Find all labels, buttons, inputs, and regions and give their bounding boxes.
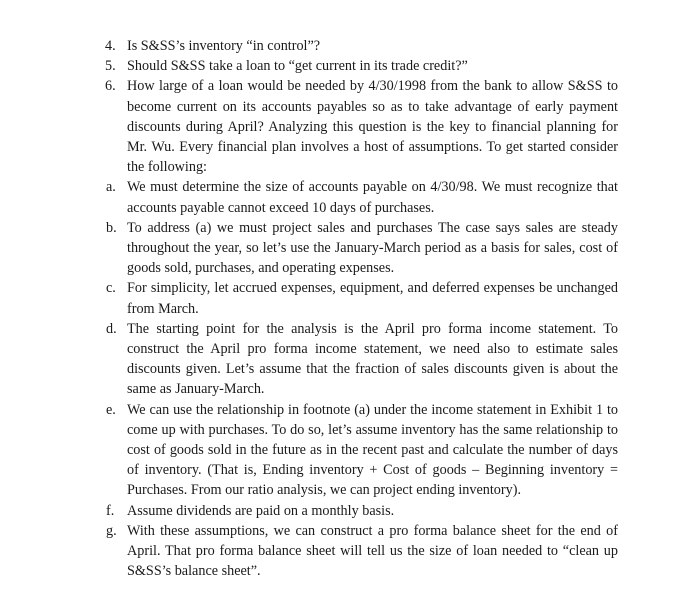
item-number: 4.: [105, 38, 116, 54]
item-letter: d.: [106, 320, 117, 337]
question-4: [105, 36, 618, 56]
item-letter: g.: [106, 522, 117, 539]
assumption-b: [106, 218, 618, 279]
assumption-g: [106, 521, 618, 582]
item-text: Assume dividends are paid on a monthly basis.: [127, 502, 395, 519]
item-letter: a.: [106, 179, 116, 196]
item-letter: c.: [106, 280, 116, 297]
item-letter: e.: [106, 401, 116, 418]
item-text: Is S&SS’s inventory “in control”?: [127, 38, 321, 54]
question-5: [105, 56, 618, 76]
item-text: To address (a) we must project sales and purchases The case says sales are steady throughout the year, so let’s use the January-March period as a basis for sales, cost of goods sold, purchases, and operating expenses.: [127, 219, 618, 277]
item-text: How large of a loan would be needed by 4/30/1998 from the bank to allow S&SS to become current on its accounts payables so as to take advantage of early payment discounts during April? Analyzing this question is the key to financial planning for Mr. Wu. Every financial plan involves a host of assumptions. To get started consider the following:: [127, 78, 618, 176]
item-letter: b.: [106, 219, 117, 236]
item-number: 6.: [105, 78, 116, 95]
assumption-c: [106, 278, 618, 318]
item-text: We must determine the size of accounts payable on 4/30/98. We must recognize that accounts payable cannot exceed 10 days of purchases.: [127, 179, 618, 216]
item-number: 5.: [105, 58, 116, 75]
assumption-a: [106, 177, 618, 217]
item-text: For simplicity, let accrued expenses, equipment, and deferred expenses be unchanged from March.: [127, 280, 618, 317]
item-text: We can use the relationship in footnote (a) under the income statement in Exhibit 1 to come up with purchases. To do so, let’s assume inventory has the same relationship to cost of goods sold in the future as in the recent past and calculate the number of days of inventory. (That is, Ending inventory + Cost of goods – Beginning inventory = Purchases. From our ratio analysis, we can project ending inventory).: [127, 401, 618, 499]
assumption-e: [106, 400, 618, 501]
item-text: Should S&SS take a loan to “get current in its trade credit?”: [127, 58, 468, 75]
assumption-f: [106, 501, 618, 521]
item-letter: f.: [106, 502, 115, 519]
item-text: The starting point for the analysis is the April pro forma income statement. To construct the April pro forma income statement, we need also to estimate sales discounts given. Let’s assume that the fraction of sales discounts given is about the same as January-March.: [127, 320, 618, 398]
document-page: [0, 36, 700, 581]
item-text: With these assumptions, we can construct a pro forma balance sheet for the end of April. That pro forma balance sheet will tell us the size of loan needed to “clean up S&SS’s balance sheet”.: [127, 522, 618, 580]
assumption-d: [106, 319, 618, 400]
question-6: [105, 76, 618, 177]
